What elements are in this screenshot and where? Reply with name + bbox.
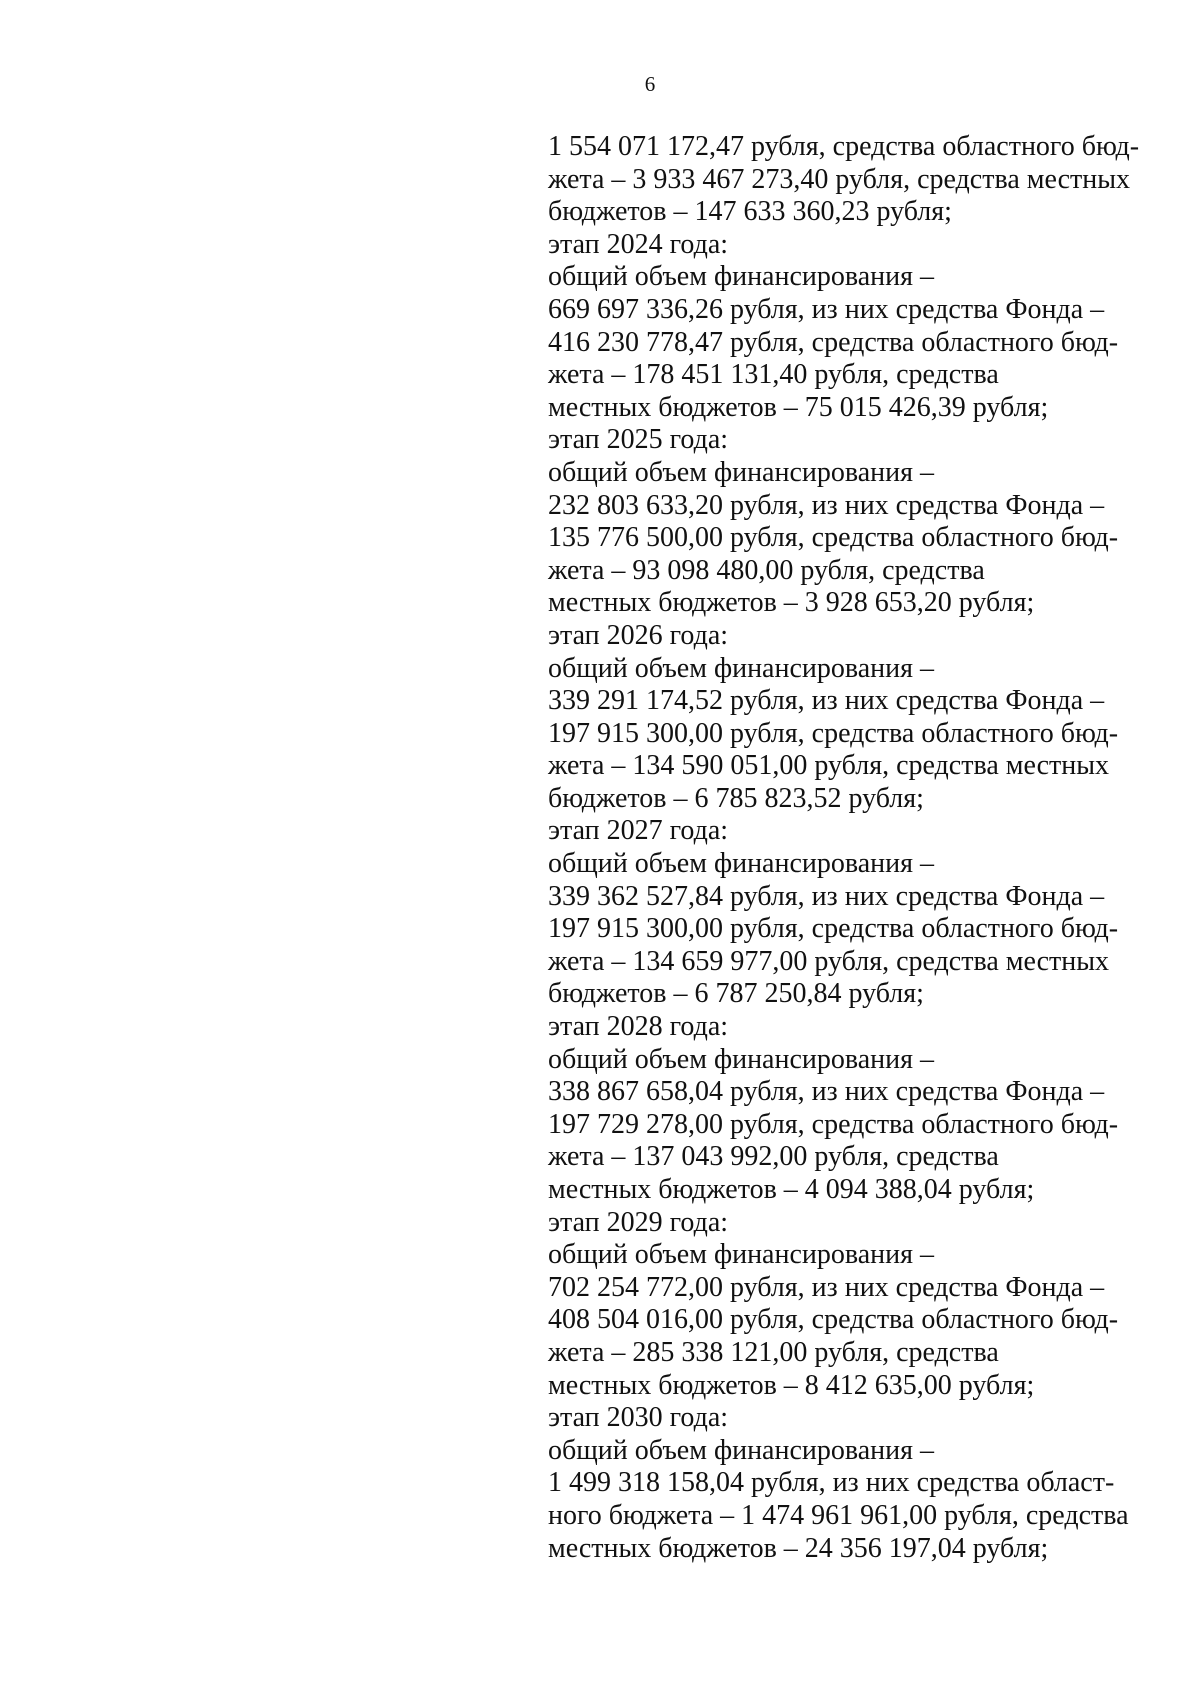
text-line: бюджетов – 6 787 250,84 рубля; bbox=[548, 978, 924, 1010]
text-line: жета – 285 338 121,00 рубля, средства bbox=[548, 1336, 999, 1368]
text-line: жета – 134 590 051,00 рубля, средства местных bbox=[548, 750, 1110, 782]
text-line: общий объем финансирования – bbox=[548, 1434, 935, 1466]
text-line: 232 803 633,20 рубля, из них средства Фонда – bbox=[548, 489, 1105, 521]
text-line: 339 362 527,84 рубля, из них средства Фонда – bbox=[548, 880, 1105, 912]
stage-heading-2030: этап 2030 года: bbox=[548, 1402, 729, 1434]
stage-heading-2025: этап 2025 года: bbox=[548, 424, 729, 456]
text-line: 416 230 778,47 рубля, средства областного бюд- bbox=[548, 326, 1119, 358]
financing-text-block bbox=[548, 131, 1148, 1565]
text-line: 408 504 016,00 рубля, средства областного бюд- bbox=[548, 1304, 1119, 1336]
text-line: общий объем финансирования – bbox=[548, 261, 935, 293]
text-line: местных бюджетов – 8 412 635,00 рубля; bbox=[548, 1369, 1035, 1401]
text-line: 135 776 500,00 рубля, средства областного бюд- bbox=[548, 522, 1119, 554]
text-line: жета – 3 933 467 273,40 рубля, средства местных bbox=[548, 163, 1131, 195]
text-line: 339 291 174,52 рубля, из них средства Фонда – bbox=[548, 685, 1105, 717]
stage-heading-2027: этап 2027 года: bbox=[548, 815, 729, 847]
text-line: местных бюджетов – 4 094 388,04 рубля; bbox=[548, 1174, 1035, 1205]
text-line: общий объем финансирования – bbox=[548, 1239, 935, 1271]
stage-heading-2028: этап 2028 года: bbox=[548, 1011, 729, 1043]
text-line: 702 254 772,00 рубля, из них средства Фонда – bbox=[548, 1271, 1105, 1303]
text-line: общий объем финансирования – bbox=[548, 652, 935, 684]
text-line: бюджетов – 6 785 823,52 рубля; bbox=[548, 782, 924, 814]
text-line: 1 499 318 158,04 рубля, из них средства област- bbox=[548, 1467, 1115, 1499]
text-line: 197 915 300,00 рубля, средства областного бюд- bbox=[548, 913, 1119, 945]
text-line: общий объем финансирования – bbox=[548, 456, 935, 488]
text-line: жета – 134 659 977,00 рубля, средства местных bbox=[548, 945, 1110, 977]
text-line: жета – 178 451 131,40 рубля, средства bbox=[548, 359, 999, 391]
text-line: 1 554 071 172,47 рубля, средства областного бюд- bbox=[548, 131, 1140, 162]
stage-heading-2029: этап 2029 года: bbox=[548, 1206, 729, 1238]
text-line: 338 867 658,04 рубля, из них средства Фонда – bbox=[548, 1076, 1105, 1108]
text-line: местных бюджетов – 3 928 653,20 рубля; bbox=[548, 587, 1035, 619]
text-line: жета – 137 043 992,00 рубля, средства bbox=[548, 1141, 999, 1173]
text-line: 669 697 336,26 рубля, из них средства Фонда – bbox=[548, 293, 1105, 325]
text-line: местных бюджетов – 24 356 197,04 рубля; bbox=[548, 1532, 1049, 1564]
text-line: местных бюджетов – 75 015 426,39 рубля; bbox=[548, 391, 1049, 423]
text-line: 197 729 278,00 рубля, средства областного бюд- bbox=[548, 1108, 1119, 1140]
text-line: жета – 93 098 480,00 рубля, средства bbox=[548, 554, 985, 586]
text-line: бюджетов – 147 633 360,23 рубля; bbox=[548, 196, 952, 228]
text-line: 197 915 300,00 рубля, средства областного бюд- bbox=[548, 717, 1119, 749]
stage-heading-2026: этап 2026 года: bbox=[548, 619, 729, 651]
text-line: общий объем финансирования – bbox=[548, 848, 935, 880]
stage-heading-2024: этап 2024 года: bbox=[548, 228, 729, 260]
text-line: общий объем финансирования – bbox=[548, 1043, 935, 1075]
text-line: ного бюджета – 1 474 961 961,00 рубля, средства bbox=[548, 1499, 1129, 1531]
page-number: 6 bbox=[644, 72, 656, 96]
